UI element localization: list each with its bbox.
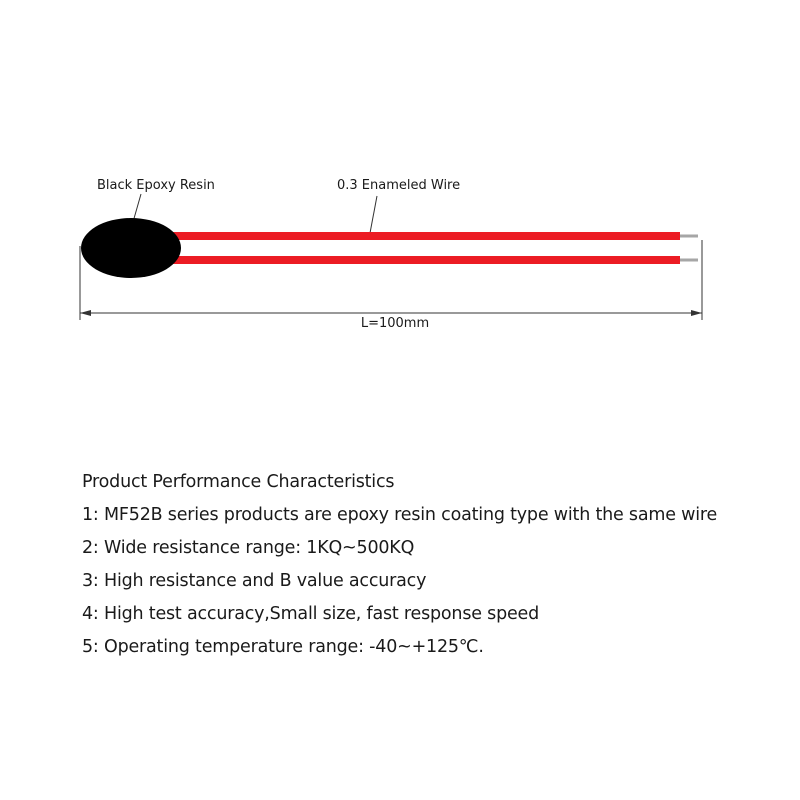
lower-lead-tip	[680, 259, 698, 262]
epoxy-resin-label: Black Epoxy Resin	[97, 178, 215, 193]
thermistor-diagram	[0, 0, 800, 360]
characteristic-item: 4: High test accuracy,Small size, fast response speed	[82, 604, 540, 624]
characteristics-section	[82, 466, 782, 664]
upper-wire	[170, 232, 680, 240]
length-label: L=100mm	[360, 316, 430, 331]
dimension-left-arrow	[80, 310, 91, 316]
epoxy-leader-line	[133, 194, 141, 222]
upper-lead-tip	[680, 235, 698, 238]
characteristics-title: Product Performance Characteristics	[82, 472, 395, 492]
epoxy-bead	[81, 218, 181, 278]
lower-wire	[170, 256, 680, 264]
characteristic-item: 3: High resistance and B value accuracy	[82, 571, 427, 591]
dimension-right-arrow	[691, 310, 702, 316]
characteristic-item: 1: MF52B series products are epoxy resin coating type with the same wire	[82, 505, 718, 525]
characteristic-item: 2: Wide resistance range: 1KQ~500KQ	[82, 538, 415, 558]
characteristic-item: 5: Operating temperature range: -40~+125℃.	[82, 637, 484, 657]
enameled-wire-label: 0.3 Enameled Wire	[337, 178, 461, 193]
wire-leader-line	[370, 196, 377, 233]
